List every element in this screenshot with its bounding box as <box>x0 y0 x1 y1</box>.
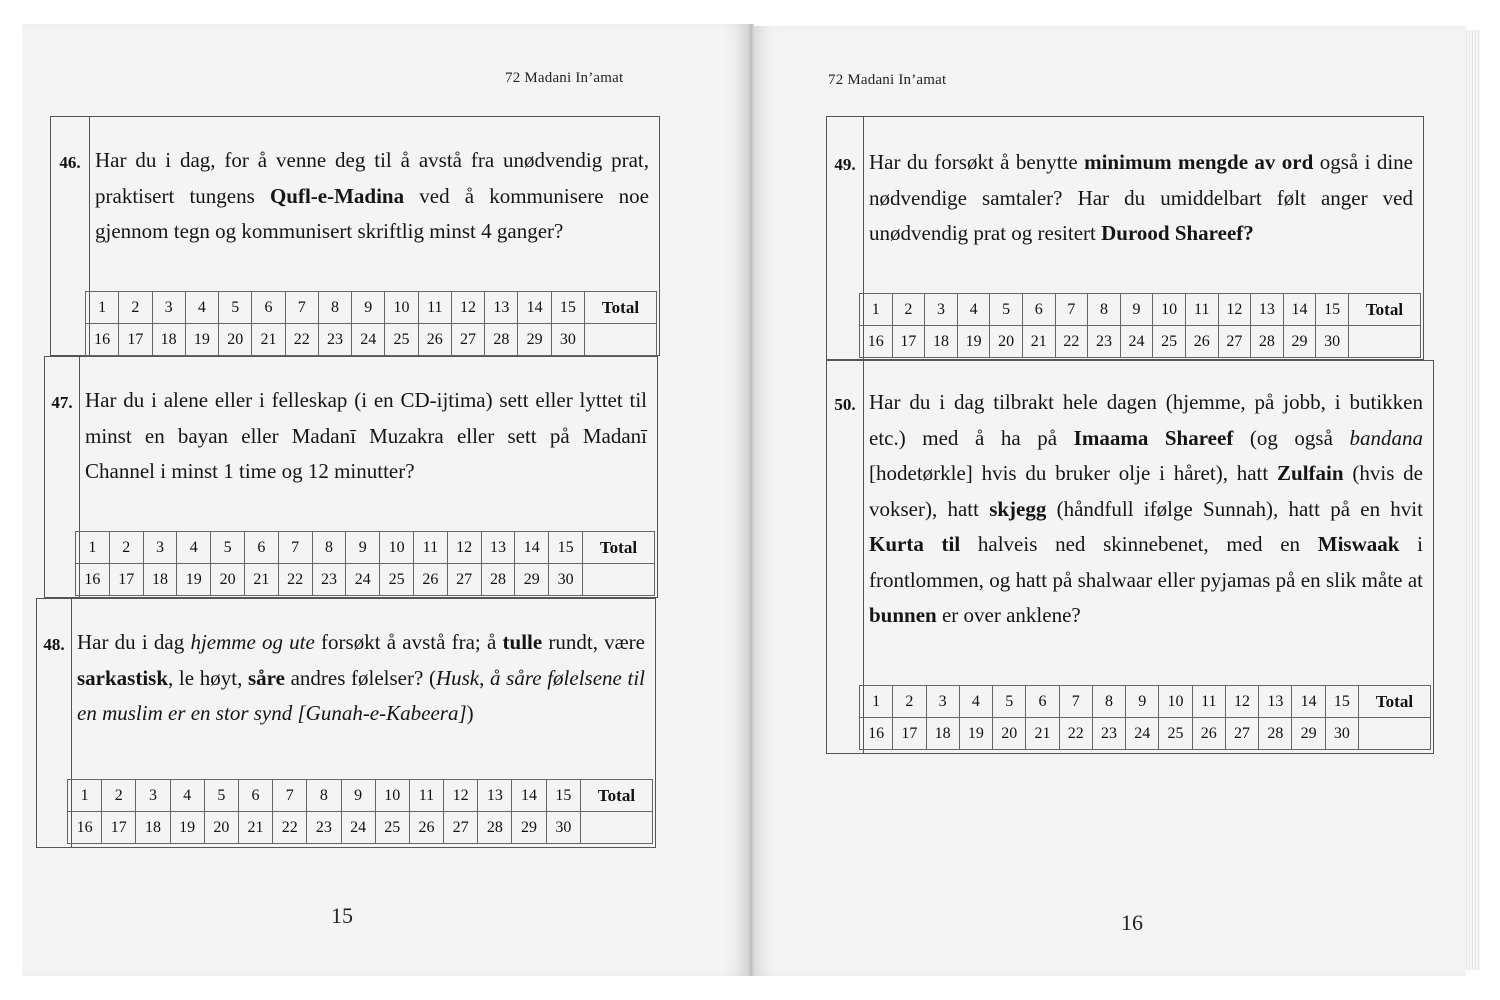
text-run: halveis ned skinnebenet, med en <box>960 532 1318 556</box>
tally-row <box>860 686 1431 718</box>
day-cell[interactable]: 1 <box>86 292 119 324</box>
bold-term: Qufl-e-Madina <box>269 183 405 208</box>
text-run: i frontlommen, og hatt på shalwaar eller pyjamas på en slik måte at <box>869 532 1423 592</box>
day-cell[interactable]: 17 <box>893 718 926 750</box>
day-cell[interactable]: 19 <box>959 718 992 750</box>
total-cell[interactable] <box>583 564 655 596</box>
entry-number: 50. <box>834 395 856 414</box>
day-cell[interactable]: 10 <box>1159 686 1192 718</box>
tally-row <box>68 812 653 844</box>
day-cell[interactable]: 21 <box>252 324 285 356</box>
day-cell[interactable]: 23 <box>318 324 351 356</box>
day-cell[interactable]: 13 <box>478 780 512 812</box>
day-cell[interactable]: 30 <box>551 324 584 356</box>
day-cell[interactable]: 18 <box>152 324 185 356</box>
day-cell[interactable]: 10 <box>375 780 409 812</box>
day-cell[interactable]: 8 <box>318 292 351 324</box>
text-run: er over anklene? <box>936 603 1081 627</box>
day-cell[interactable]: 3 <box>152 292 185 324</box>
total-cell[interactable] <box>1349 326 1421 358</box>
book-spine <box>748 24 754 976</box>
bold-term: Durood Shareef? <box>1101 221 1254 245</box>
day-cell[interactable]: 13 <box>1259 686 1292 718</box>
day-cell[interactable]: 2 <box>102 780 136 812</box>
day-cell[interactable]: 18 <box>926 718 959 750</box>
entry-number: 46. <box>59 153 81 172</box>
bold-term: Zulfain <box>1277 461 1344 485</box>
day-cell[interactable]: 5 <box>219 292 252 324</box>
day-cell[interactable]: 28 <box>478 812 512 844</box>
day-cell[interactable]: 9 <box>1126 686 1159 718</box>
tally-row <box>76 564 655 596</box>
day-cell[interactable]: 15 <box>551 292 584 324</box>
day-cell[interactable]: 27 <box>1218 326 1251 358</box>
day-cell[interactable]: 20 <box>990 326 1023 358</box>
text-run: Har du i dag tilbrakt hele dagen (hjemme, på jobb, i butikken etc.) med å ha på <box>869 390 1423 450</box>
day-cell[interactable]: 30 <box>1316 326 1349 358</box>
day-cell[interactable]: 22 <box>1059 718 1092 750</box>
day-cell[interactable]: 14 <box>512 780 546 812</box>
tally-grid <box>85 291 657 356</box>
total-cell[interactable] <box>1359 718 1431 750</box>
entry-47 <box>44 356 658 598</box>
running-header-right: 72 Madani In’amat <box>828 72 947 88</box>
day-cell[interactable]: 9 <box>346 532 380 564</box>
day-cell[interactable]: 6 <box>244 532 278 564</box>
entry-number: 47. <box>51 393 73 412</box>
day-cell[interactable]: 15 <box>1316 294 1349 326</box>
tally-row <box>86 324 657 356</box>
day-cell[interactable]: 26 <box>413 564 447 596</box>
day-cell[interactable]: 19 <box>185 324 218 356</box>
day-cell[interactable]: 16 <box>86 324 119 356</box>
day-cell[interactable]: 6 <box>1026 686 1059 718</box>
day-cell[interactable]: 17 <box>119 324 152 356</box>
day-cell[interactable]: 23 <box>1088 326 1121 358</box>
text-run: andres følelser? ( <box>284 665 436 690</box>
day-cell[interactable]: 9 <box>341 780 375 812</box>
day-cell[interactable]: 2 <box>109 532 143 564</box>
tally-grid <box>67 779 653 844</box>
day-cell[interactable]: 21 <box>1026 718 1059 750</box>
day-cell[interactable]: 22 <box>285 324 318 356</box>
day-cell[interactable]: 2 <box>119 292 152 324</box>
day-cell[interactable]: 5 <box>211 532 245 564</box>
page-number-right: 16 <box>1121 910 1143 935</box>
total-label: Total <box>1349 294 1421 326</box>
day-cell[interactable]: 5 <box>993 686 1026 718</box>
day-cell[interactable]: 26 <box>1185 326 1218 358</box>
day-cell[interactable]: 24 <box>352 324 385 356</box>
day-cell[interactable]: 19 <box>957 326 990 358</box>
total-label: Total <box>581 780 653 812</box>
day-cell[interactable]: 5 <box>204 780 238 812</box>
day-cell[interactable]: 8 <box>312 532 346 564</box>
day-cell[interactable]: 14 <box>1292 686 1325 718</box>
day-cell[interactable]: 14 <box>1283 294 1316 326</box>
day-cell[interactable]: 11 <box>413 532 447 564</box>
day-cell[interactable]: 12 <box>451 292 484 324</box>
bold-term: bunnen <box>869 603 937 627</box>
day-cell[interactable]: 4 <box>170 780 204 812</box>
tally-row <box>86 292 657 324</box>
day-cell[interactable]: 7 <box>1055 294 1088 326</box>
day-cell[interactable]: 12 <box>447 532 481 564</box>
day-cell[interactable]: 26 <box>409 812 443 844</box>
day-cell[interactable]: 29 <box>515 564 549 596</box>
day-cell[interactable]: 6 <box>1022 294 1055 326</box>
entry-number: 49. <box>834 155 856 174</box>
text-run: forsøkt å avstå fra; å <box>314 630 503 654</box>
tally-grid <box>75 531 655 596</box>
day-cell[interactable]: 28 <box>485 324 518 356</box>
day-cell[interactable]: 7 <box>285 292 318 324</box>
day-cell[interactable]: 20 <box>211 564 245 596</box>
day-cell[interactable]: 29 <box>1283 326 1316 358</box>
day-cell[interactable]: 16 <box>76 564 110 596</box>
total-label: Total <box>1359 686 1431 718</box>
bold-term: sarkastisk <box>77 665 169 690</box>
text-run: Har du i dag, for å venne deg til å avstå fra unødvendig prat, praktisert tungens <box>95 148 649 208</box>
day-cell[interactable]: 15 <box>546 780 580 812</box>
day-cell[interactable]: 19 <box>177 564 211 596</box>
day-cell[interactable]: 11 <box>1192 686 1225 718</box>
text-run: Har du i alene eller i felleskap (i en CD-ijtima) sett eller lyttet til minst en bayan eller Madanī Muzakra eller sett på Madanī Channel i minst 1 time og 12 minutter? <box>85 388 647 483</box>
question-text <box>95 143 649 250</box>
day-cell[interactable]: 3 <box>143 532 177 564</box>
bold-term: Miswaak <box>1317 532 1400 556</box>
day-cell[interactable]: 14 <box>518 292 551 324</box>
italic-phrase: Husk, å såre følelsene til en muslim er en stor synd [Gunah-e-Kabeera] <box>77 665 646 725</box>
day-cell[interactable]: 30 <box>1325 718 1358 750</box>
bold-term: tulle <box>502 630 543 654</box>
day-cell[interactable]: 22 <box>273 812 307 844</box>
day-cell[interactable]: 16 <box>860 326 893 358</box>
day-cell[interactable]: 14 <box>515 532 549 564</box>
tally-row <box>860 326 1421 358</box>
day-cell[interactable]: 25 <box>1153 326 1186 358</box>
text-run: [hodetørkle] hvis du bruker olje i håret), hatt <box>869 461 1278 485</box>
day-cell[interactable]: 13 <box>1251 294 1284 326</box>
day-cell[interactable]: 20 <box>993 718 1026 750</box>
day-cell[interactable]: 7 <box>273 780 307 812</box>
day-cell[interactable]: 1 <box>68 780 102 812</box>
day-cell[interactable]: 2 <box>892 294 925 326</box>
italic-phrase: hjemme og ute <box>190 630 315 654</box>
day-cell[interactable]: 10 <box>380 532 414 564</box>
day-cell[interactable]: 8 <box>1092 686 1125 718</box>
day-cell[interactable]: 3 <box>926 686 959 718</box>
day-cell[interactable]: 1 <box>860 686 893 718</box>
day-cell[interactable]: 30 <box>546 812 580 844</box>
day-cell[interactable]: 25 <box>385 324 418 356</box>
day-cell[interactable]: 1 <box>860 294 893 326</box>
day-cell[interactable]: 25 <box>1159 718 1192 750</box>
day-cell[interactable]: 25 <box>375 812 409 844</box>
bold-term: såre <box>247 665 285 690</box>
day-cell[interactable]: 11 <box>409 780 443 812</box>
day-cell[interactable]: 19 <box>170 812 204 844</box>
day-cell[interactable]: 21 <box>1022 326 1055 358</box>
day-cell[interactable]: 26 <box>418 324 451 356</box>
day-cell[interactable]: 27 <box>447 564 481 596</box>
day-cell[interactable]: 7 <box>1059 686 1092 718</box>
day-cell[interactable]: 21 <box>238 812 272 844</box>
day-cell[interactable]: 30 <box>549 564 583 596</box>
entry-50 <box>826 360 1434 754</box>
day-cell[interactable]: 27 <box>444 812 478 844</box>
question-text <box>85 383 647 490</box>
day-cell[interactable]: 20 <box>219 324 252 356</box>
entry-48 <box>36 598 656 848</box>
day-cell[interactable]: 29 <box>518 324 551 356</box>
day-cell[interactable]: 17 <box>102 812 136 844</box>
day-cell[interactable]: 25 <box>380 564 414 596</box>
entry-number: 48. <box>43 635 65 654</box>
day-cell[interactable]: 18 <box>925 326 958 358</box>
day-cell[interactable]: 24 <box>346 564 380 596</box>
day-cell[interactable]: 28 <box>1251 326 1284 358</box>
day-cell[interactable]: 3 <box>136 780 170 812</box>
day-cell[interactable]: 2 <box>893 686 926 718</box>
day-cell[interactable]: 12 <box>444 780 478 812</box>
day-cell[interactable]: 1 <box>76 532 110 564</box>
day-cell[interactable]: 10 <box>1153 294 1186 326</box>
text-run: Har du forsøkt å benytte <box>869 150 1085 174</box>
day-cell[interactable]: 4 <box>177 532 211 564</box>
day-cell[interactable]: 17 <box>109 564 143 596</box>
day-cell[interactable]: 17 <box>892 326 925 358</box>
day-cell[interactable]: 23 <box>1092 718 1125 750</box>
day-cell[interactable]: 13 <box>481 532 515 564</box>
text-run: ved å kommunisere noe gjennom tegn og kommunisert skriftlig minst 4 ganger? <box>95 183 649 243</box>
total-label: Total <box>583 532 655 564</box>
italic-phrase: bandana <box>1349 425 1423 450</box>
day-cell[interactable]: 27 <box>451 324 484 356</box>
day-cell[interactable]: 16 <box>68 812 102 844</box>
day-cell[interactable]: 22 <box>278 564 312 596</box>
bold-term: minimum mengde av ord <box>1084 150 1314 174</box>
day-cell[interactable]: 29 <box>1292 718 1325 750</box>
day-cell[interactable]: 26 <box>1192 718 1225 750</box>
day-cell[interactable]: 28 <box>1259 718 1292 750</box>
day-cell[interactable]: 24 <box>1126 718 1159 750</box>
day-cell[interactable]: 4 <box>959 686 992 718</box>
day-cell[interactable]: 10 <box>385 292 418 324</box>
day-cell[interactable]: 8 <box>1088 294 1121 326</box>
tally-grid <box>859 293 1421 358</box>
day-cell[interactable]: 9 <box>352 292 385 324</box>
tally-grid <box>859 685 1431 750</box>
day-cell[interactable]: 23 <box>307 812 341 844</box>
bold-term: Kurta til <box>869 532 961 556</box>
day-cell[interactable]: 12 <box>1218 294 1251 326</box>
tally-row <box>76 532 655 564</box>
day-cell[interactable]: 9 <box>1120 294 1153 326</box>
day-cell[interactable]: 23 <box>312 564 346 596</box>
day-cell[interactable]: 13 <box>485 292 518 324</box>
tally-row <box>68 780 653 812</box>
day-cell[interactable]: 24 <box>1120 326 1153 358</box>
tally-row <box>860 718 1431 750</box>
question-text <box>869 145 1413 252</box>
day-cell[interactable]: 6 <box>252 292 285 324</box>
entry-49 <box>826 116 1424 360</box>
entry-46 <box>50 116 660 356</box>
tally-row <box>860 294 1421 326</box>
day-cell[interactable]: 18 <box>136 812 170 844</box>
day-cell[interactable]: 4 <box>957 294 990 326</box>
day-cell[interactable]: 4 <box>185 292 218 324</box>
page-number-left: 15 <box>331 903 353 928</box>
text-run: ) <box>466 701 474 725</box>
total-label: Total <box>585 292 657 324</box>
day-cell[interactable]: 22 <box>1055 326 1088 358</box>
day-cell[interactable]: 28 <box>481 564 515 596</box>
day-cell[interactable]: 20 <box>204 812 238 844</box>
text-run: Har du i dag <box>77 630 191 654</box>
day-cell[interactable]: 16 <box>860 718 893 750</box>
total-cell[interactable] <box>585 324 657 356</box>
day-cell[interactable]: 5 <box>990 294 1023 326</box>
bold-term: Imaama Shareef <box>1073 425 1234 450</box>
day-cell[interactable]: 15 <box>549 532 583 564</box>
text-run: (håndfull ifølge Sunnah), hatt på en hvit <box>1046 496 1423 521</box>
text-run: også i dine nødvendige samtaler? Har du umiddelbart følt anger ved unødvendig prat og resitert <box>869 150 1413 245</box>
day-cell[interactable]: 11 <box>1185 294 1218 326</box>
day-cell[interactable]: 21 <box>244 564 278 596</box>
text-run: , le høyt, <box>168 665 248 690</box>
day-cell[interactable]: 11 <box>418 292 451 324</box>
question-text <box>77 625 645 732</box>
total-cell[interactable] <box>581 812 653 844</box>
running-header-left: 72 Madani In’amat <box>505 70 624 86</box>
bold-term: skjegg <box>989 496 1047 521</box>
day-cell[interactable]: 6 <box>238 780 272 812</box>
day-cell[interactable]: 29 <box>512 812 546 844</box>
day-cell[interactable]: 18 <box>143 564 177 596</box>
day-cell[interactable]: 27 <box>1225 718 1258 750</box>
question-text <box>869 385 1423 634</box>
day-cell[interactable]: 24 <box>341 812 375 844</box>
day-cell[interactable]: 7 <box>278 532 312 564</box>
text-run: (og også <box>1233 425 1350 450</box>
day-cell[interactable]: 3 <box>925 294 958 326</box>
day-cell[interactable]: 8 <box>307 780 341 812</box>
day-cell[interactable]: 12 <box>1225 686 1258 718</box>
text-run: rundt, være <box>542 630 645 654</box>
day-cell[interactable]: 15 <box>1325 686 1358 718</box>
page-edges <box>1466 30 1480 970</box>
text-run: (hvis de vokser), hatt <box>869 461 1423 521</box>
